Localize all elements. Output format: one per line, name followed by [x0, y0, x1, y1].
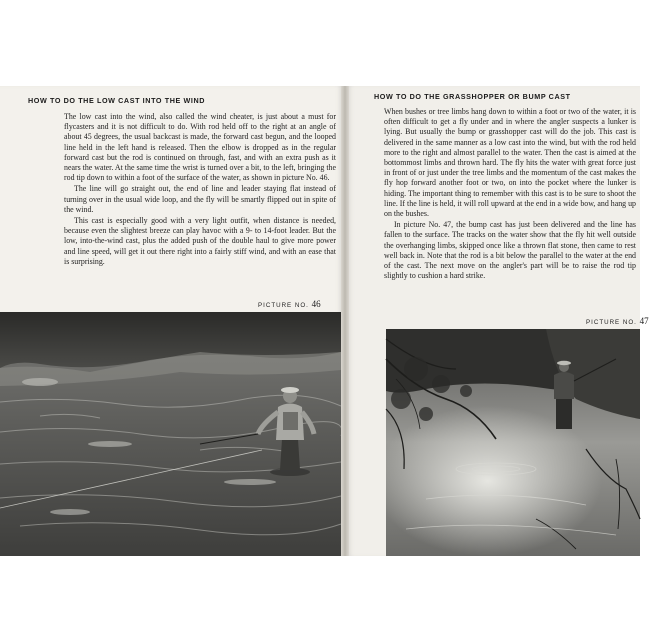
left-page-body — [64, 112, 336, 268]
left-page-heading: HOW TO DO THE LOW CAST INTO THE WIND — [28, 96, 206, 105]
right-page-body — [384, 107, 636, 282]
book-spread — [0, 86, 649, 556]
right-page-heading: HOW TO DO THE GRASSHOPPER OR BUMP CAST — [374, 92, 571, 101]
picture-label-46 — [258, 299, 321, 309]
picture-label-text: PICTURE NO. — [586, 319, 637, 326]
picture-label-47 — [586, 316, 649, 326]
left-page — [0, 86, 344, 556]
book-gutter — [341, 86, 349, 556]
picture-number: 47 — [639, 316, 649, 326]
left-paragraph: The low cast into the wind, also called the wind cheater, is just about a must for flycasters and it is not difficult to do. With rod held off to the right at an angle of about 45 degrees, the usual backcast is made, the forward cast begun, and the looped line held in the left hand is released. Then the elbow is dropped as in the regular forward cast but the rod is continued on through, fast, and with an extra push as it nears the water. At the same time the wrist is turned over a bit, to the left, bringing the rod tip down to within a foot of the surface of the water, as shown in picture No. 46. — [64, 112, 336, 183]
right-paragraph: When bushes or tree limbs hang down to within a foot or two of the water, it is often difficult to get a fly under and in where the angler suspects a lunker is lying. But usually the bump or grasshopper cast will do the job. This cast is delivered in the same manner as a low cast into the wind, but with the rod held more to the right and almost parallel to the water. Then the cast is aimed at the bottommost limbs and thrown hard. The fly hits the water with great force just in front of or just under the tree limbs and the momentum of the cast makes the fly hop forward another foot or two, on into the pocket where the lunker is hiding. The important thing to remember with this cast is to be sure to shoot the line. If the line is held, it will roll upward at the end in a wide bow, and hang up on the bushes. — [384, 107, 636, 219]
left-paragraph: This cast is especially good with a very light outfit, when distance is needed, because even the slightest breeze can play havoc with a 9- to 14-foot leader. But the low, into-the-wind cast, plus the added push of the double haul to give more power and line speed, will get it out there right into a fairly stiff wind, and with an ease that is surprising. — [64, 216, 336, 266]
angler-under-trees-photo — [386, 329, 640, 556]
photo-low-cast — [0, 312, 341, 556]
angler-wading-photo — [0, 312, 341, 556]
picture-number: 46 — [311, 299, 321, 309]
picture-label-text: PICTURE NO. — [258, 302, 309, 309]
left-paragraph: The line will go straight out, the end of line and leader staying flat instead of turning over in the usual wide loop, and the fly will be smartly flipped out in spite of the wind. — [64, 184, 336, 214]
photo-bump-cast — [386, 329, 640, 556]
right-page — [346, 86, 649, 556]
right-paragraph: In picture No. 47, the bump cast has just been delivered and the line has fallen to the surface. The tracks on the water show that the fly hit well outside the overhanging limbs, skipped once like a thrown flat stone, then came to rest well back in. Note that the rod is a bit below the parallel to the water at the end of the cast. The next move on the angler's part will be to raise the rod tip slightly to cushion a hard strike. — [384, 220, 636, 281]
